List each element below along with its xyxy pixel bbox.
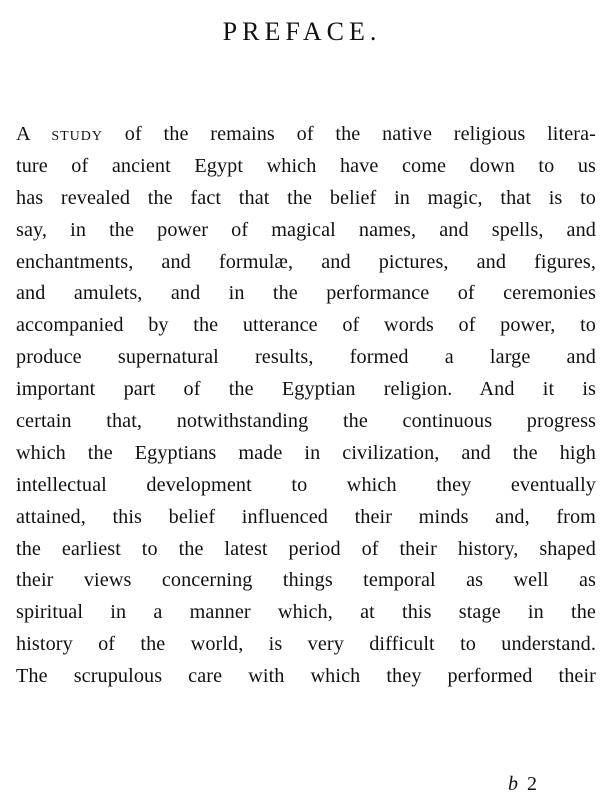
signature-number: 2 [527, 773, 539, 795]
text-line: the earliest to the latest period of their history, shaped [16, 537, 596, 560]
text-line: The scrupulous care with which they performed their [16, 665, 596, 688]
text-line: enchantments, and formulæ, and pictures, and figures, [16, 250, 596, 273]
signature-mark [508, 773, 539, 796]
first-word: A [16, 123, 30, 145]
text-line: accompanied by the utterance of words of power, to [16, 314, 596, 337]
text-line: has revealed the fact that the belief in magic, that is to [16, 186, 596, 209]
text-line: which the Egyptians made in civilization, and the high [16, 441, 596, 464]
text-line: certain that, notwithstanding the continuous progress [16, 410, 596, 433]
text-line: and amulets, and in the performance of ceremonies [16, 282, 596, 305]
signature-letter: b [508, 773, 520, 795]
text-line: their views concerning things temporal as well as [16, 569, 596, 592]
text-line: intellectual development to which they eventually [16, 473, 596, 496]
text-line: spiritual in a manner which, at this stage in the [16, 601, 596, 624]
text-line: important part of the Egyptian religion. And it is [16, 378, 596, 401]
text-line-1 [16, 119, 596, 151]
text-line: ture of ancient Egypt which have come down to us [16, 154, 596, 177]
text-line: history of the world, is very difficult to understand. [16, 633, 596, 656]
text-line: produce supernatural results, formed a large and [16, 346, 596, 369]
page-title: PREFACE. [222, 17, 382, 46]
preface-body [16, 119, 596, 693]
first-line-rest: of the remains of the native religious litera- [103, 123, 596, 145]
text-line: say, in the power of magical names, and spells, and [16, 218, 596, 241]
first-word-smallcaps: study [51, 123, 104, 145]
text-line: attained, this belief influenced their minds and, from [16, 505, 596, 528]
